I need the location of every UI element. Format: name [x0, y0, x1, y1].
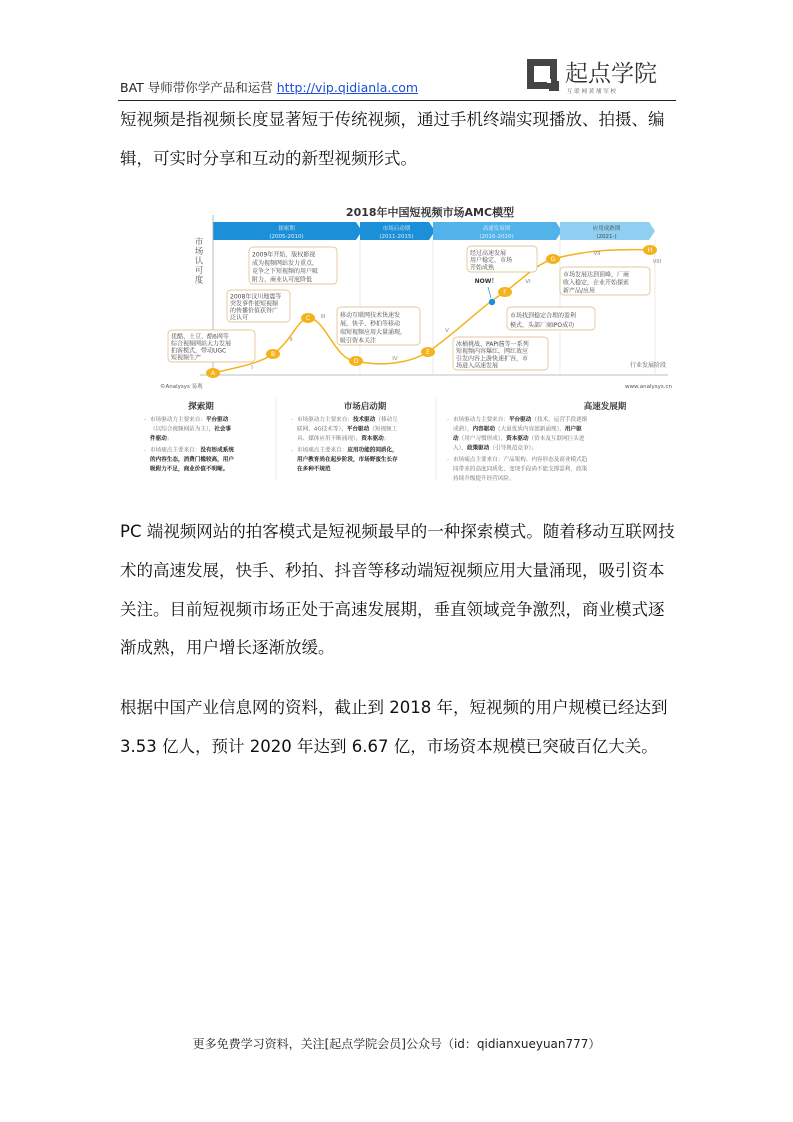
callout-text: 收入稳定，企业开始探索: [563, 279, 630, 287]
column-bullet-line: [297, 446, 398, 455]
bullet-segment: 持续升级提升经营风险。: [453, 476, 515, 482]
y-axis-label: 市场认可度: [193, 237, 203, 285]
bullet-segment: 应用功能的同质化，: [347, 447, 398, 454]
bullet-segment: （用户习惯形成），: [458, 436, 507, 442]
column-bullet-line: [150, 425, 232, 433]
bullet-segment: （短视频工: [369, 426, 398, 433]
point-label: D: [353, 358, 359, 366]
column-bullet-line: [297, 434, 389, 442]
footer-text: 更多免费学习资料，关注[起点学院会员]公众号（id：qidianxueyuan777）: [192, 1037, 601, 1051]
callout-text: 优酷、土豆、酷6网等: [171, 333, 229, 341]
bullet-segment: 市场驱动力主要来自：: [297, 417, 353, 423]
callout-text: 市场找到稳定合理的盈利: [510, 312, 577, 320]
callout-text: 端短视频应用大量涌现，: [340, 328, 407, 336]
callout-text: 短视频内容爆红，网红效应: [456, 348, 529, 356]
stage-numeral: I: [251, 365, 253, 371]
header-text: [120, 78, 418, 96]
column-bullet-line: [453, 455, 588, 463]
now-pointer: [488, 287, 491, 298]
bullet-segment: 平台驱动: [346, 426, 370, 433]
bullet-dash: -: [447, 417, 449, 423]
callout-text: 成为视频网站发力重点，: [252, 259, 319, 267]
phase-years: (2016-2020): [479, 234, 514, 240]
stage-numeral: VII: [593, 251, 601, 257]
bullet-segment: 在多种不规范: [297, 466, 331, 473]
bullet-segment: 的内容生态，消费门槛较高，用户: [150, 457, 234, 463]
callout-text: 2009年开始，版权影视: [252, 251, 316, 259]
callout-text: 短视频生产: [171, 354, 202, 362]
column-bullet-line: [297, 425, 398, 433]
point-label: F: [503, 289, 507, 297]
bullet-segment: 没有形成系统: [200, 447, 234, 454]
bullet-segment: 联网、4G技术等），: [297, 426, 347, 433]
column-bullet-line: [297, 415, 398, 423]
callout-text: 的传播价值获得广: [230, 307, 279, 315]
now-dot: [489, 299, 495, 305]
logo-sub: 互 联 网 黄 埔 军 校: [567, 89, 616, 95]
column-bullet-line: [453, 474, 515, 482]
phase-name: 探索期: [278, 226, 295, 232]
source-right: www.analysys.cn: [625, 384, 672, 390]
paragraph-text: 短视频是指视频长度显著短于传统视频，通过手机终端实现播放、拍摄、编辑，可实时分享和互动的新型视频形式。: [120, 110, 665, 168]
column-bullet-line: [453, 465, 588, 473]
bullet-segment: 入），: [453, 445, 467, 452]
phase-name: 市场启动期: [382, 226, 411, 232]
paragraph-text: PC 端视频网站的拍客模式是短视频最早的一种探索模式。随着移动互联网技术的高速发展，快手、秒拍、抖音等移动端短视频应用大量涌现，吸引资本关注。目前短视频市场正处于高速发展期，垂直领域竞争激烈，商业模式逐渐成熟，用户增长逐渐放缓。: [120, 522, 675, 658]
column-title: 高速发展期: [583, 402, 627, 412]
callout-text: 突发事件使短视频: [230, 300, 279, 308]
bullet-segment: （技术、运营手段逐渐: [531, 417, 588, 423]
callout-text: 竞争之下短视频的用户吸: [252, 268, 319, 276]
stage-numeral: V: [445, 328, 449, 334]
stage-numeral: VIII: [652, 259, 662, 265]
phase-name: 应用成熟期: [592, 226, 621, 232]
column-bullet-line: [150, 455, 234, 464]
now-label: NOW！: [474, 278, 498, 285]
point-label: B: [270, 351, 276, 359]
point-label: E: [426, 349, 430, 357]
bullet-segment: （引导规范竞争）；: [489, 445, 537, 452]
bullet-segment: （移动互: [375, 417, 398, 423]
stage-numeral: IV: [392, 356, 398, 362]
column-bullet-line: [150, 434, 172, 442]
callout-text: 展，快手、秒拍等移动: [340, 320, 401, 328]
source-left: ©Analysys 易观: [160, 384, 203, 390]
phase-name: 高速发展期: [482, 226, 511, 232]
bullet-segment: ；: [166, 436, 173, 442]
callout-text: 模式，头部厂商IPO成功: [510, 322, 575, 330]
callout-text: 移动互联网技术快速发: [340, 311, 401, 319]
bullet-segment: 同带来的高度同质化，变现手段尚不能支撑盈利，政策: [453, 466, 588, 473]
paragraph-1: [120, 101, 680, 179]
paragraph-3: [120, 689, 680, 767]
point-label: A: [210, 370, 216, 378]
callout-text: 泛认可: [230, 314, 249, 322]
stage-numeral: II: [289, 337, 293, 343]
bullet-segment: 件驱动: [150, 436, 167, 442]
callout-text: 综合视频网站大力发展: [171, 340, 232, 348]
bullet-segment: 社会事: [214, 426, 232, 433]
phase-years: (2021-): [596, 234, 617, 240]
paragraph-text: 根据中国产业信息网的资料，截止到 2018 年，短视频的用户规模已经达到 3.53 亿人，预计 2020 年达到 6.67 亿，市场资本规模已突破百亿大关。: [120, 698, 668, 756]
column-bullet-line: [297, 465, 331, 473]
bullet-segment: 平台驱动: [205, 417, 229, 423]
bullet-segment: 吸附力不足，商业价值不明晰。: [150, 466, 229, 473]
header-slogan: BAT 导师带你学产品和运营: [120, 80, 277, 95]
bullet-dash: -: [144, 417, 146, 423]
amc-model-figure: [120, 195, 720, 491]
phase-years: (2005-2010): [269, 234, 304, 240]
callout-text: 拍客模式，带动UGC: [171, 347, 227, 355]
callout-text: 冰桶挑战、PAPI酱等一系列: [456, 340, 529, 348]
column-bullet-line: [150, 465, 228, 474]
point-label: G: [550, 256, 556, 264]
bullet-segment: 内容驱动: [472, 426, 495, 433]
point-label: H: [647, 247, 653, 255]
column-title: 市场启动期: [343, 402, 387, 412]
bullet-segment: 市场痛点主要来自：: [150, 447, 201, 454]
qidian-logo: [525, 56, 675, 96]
column-bullet-line: [150, 446, 234, 454]
bullet-segment: （以综合视频网站为主），: [150, 426, 215, 433]
column-bullet-line: [453, 434, 585, 442]
callout-text: 用户稳定，市场: [470, 257, 513, 265]
figure-title: 2018年中国短视频市场AMC模型: [345, 206, 515, 219]
bullet-segment: 市场痛点主要来自：: [297, 447, 348, 454]
column-bullet-line: [150, 415, 229, 423]
bullet-segment: （大量优质内容创新涌现），: [494, 426, 565, 433]
bullet-dash: -: [291, 447, 293, 454]
paragraph-2: [120, 513, 680, 668]
callout-text: 2008年汶川地震等: [230, 293, 282, 301]
bullet-segment: 市场驱动力主要来自：: [453, 417, 509, 423]
bullet-segment: 平台驱动: [508, 417, 532, 423]
bullet-segment: 动: [453, 436, 459, 442]
logo-name: 起点学院: [565, 61, 657, 87]
bullet-segment: ；: [383, 436, 390, 442]
stage-numeral: III: [320, 314, 326, 320]
bullet-dash: -: [291, 417, 293, 423]
bullet-segment: 资本驱动: [361, 436, 384, 442]
callout-text: 吸引资本关注: [340, 337, 377, 345]
bullet-dash: -: [144, 447, 146, 454]
stage-numeral: VI: [525, 279, 531, 285]
phase-years: (2011-2015): [379, 234, 414, 240]
callout-text: 场进入高速发展: [456, 362, 499, 370]
column-bullet-line: [453, 444, 537, 452]
bullet-segment: 具、媒体应用不断涌现），: [297, 436, 362, 442]
bullet-segment: 市场痛点主要来自：产品架构、内容形态及商业模式趋: [453, 457, 588, 463]
column-bullet-line: [453, 415, 588, 423]
bullet-segment: 市场驱动力主要来自：: [150, 417, 206, 423]
x-axis-label: 行业发展阶段: [629, 362, 666, 369]
callout-text: 市场发展达到顶峰，厂商: [563, 271, 630, 279]
column-title: 探索期: [188, 402, 214, 412]
callout-text: 新产品/应用: [563, 287, 596, 295]
bullet-dash: -: [447, 457, 449, 463]
bullet-segment: 用户驱: [564, 426, 582, 433]
column-bullet-line: [297, 455, 398, 464]
callout-text: 经过高速发展: [470, 249, 507, 257]
bullet-segment: （资本及互联网巨头进: [528, 436, 585, 442]
column-bullet-line: [453, 425, 582, 433]
bullet-segment: 技术驱动: [352, 417, 376, 423]
bullet-segment: 资本驱动: [506, 436, 529, 442]
callout-text: 开始成熟: [470, 264, 495, 272]
header-link[interactable]: http://vip.qidianla.com: [276, 80, 419, 95]
bullet-segment: 成熟），: [453, 426, 473, 433]
callout-text: 附力、商业认可度降低: [252, 276, 313, 284]
bullet-segment: 用户教育尚在起步阶段，市场野蛮生长存: [297, 457, 398, 463]
bullet-segment: 政策驱动: [466, 445, 490, 452]
callout-text: 引发内容上游快速扩容，市: [456, 355, 529, 363]
point-label: C: [305, 315, 311, 323]
